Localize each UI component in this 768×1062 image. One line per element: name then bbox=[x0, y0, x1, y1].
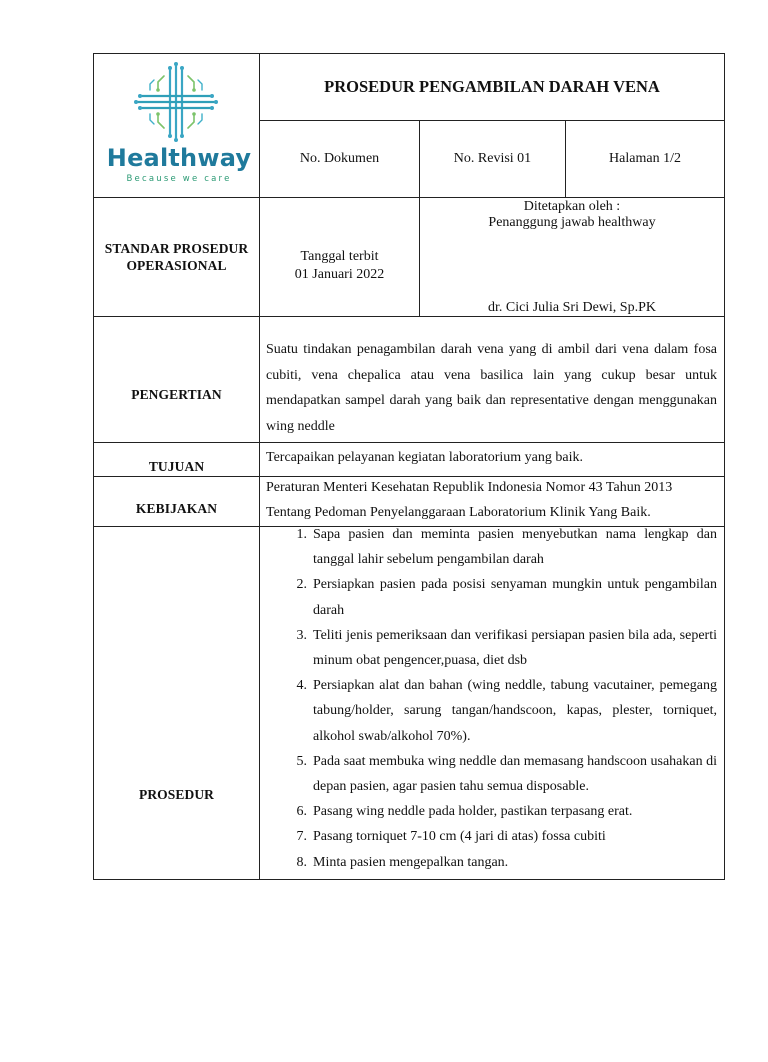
procedure-step bbox=[283, 572, 717, 622]
step-number: 8. bbox=[296, 854, 307, 870]
procedure-step bbox=[283, 850, 717, 875]
pengertian-text: Suatu tindakan penagambilan darah vena yang di ambil dari vena dalam fosa cubiti, vena chepalica atau vena basilica lain yang cukup besar untuk mendapatkan sampel darah yang baik dan representative dengan menggunakan wing neddle bbox=[266, 342, 717, 434]
tanggal-value: 01 Januari 2022 bbox=[294, 267, 385, 282]
kebijakan-line1: Peraturan Menteri Kesehatan Republik Indonesia Nomor 43 Tahun 2013 bbox=[266, 480, 673, 495]
steps-list bbox=[283, 522, 717, 875]
step-number: 3. bbox=[296, 627, 307, 643]
step-number: 4. bbox=[296, 678, 307, 694]
no-dokumen: No. Dokumen bbox=[299, 151, 380, 166]
logo-brand: Healthway bbox=[106, 144, 252, 172]
step-text: Sapa pasien dan meminta pasien menyebutkan nama lengkap dan tanggal lahir sebelum pengambilan darah bbox=[313, 527, 717, 568]
kebijakan-line2: Tentang Pedoman Penyelanggaraan Laboratorium Klinik Yang Baik. bbox=[266, 505, 651, 520]
tujuan-text: Tercapaikan pelayanan kegiatan laboratorium yang baik. bbox=[266, 450, 583, 465]
document-title: PROSEDUR PENGAMBILAN DARAH VENA bbox=[324, 77, 660, 96]
ditetapkan-block bbox=[420, 198, 724, 316]
procedure-step bbox=[283, 673, 717, 749]
cross-logo-icon bbox=[94, 62, 259, 144]
tujuan-label: TUJUAN bbox=[148, 459, 205, 474]
step-text: Pasang wing neddle pada holder, pastikan terpasang erat. bbox=[313, 804, 633, 820]
step-text: Teliti jenis pemeriksaan dan verifikasi persiapan pasien bila ada, seperti minum obat pengencer,puasa, diet dsb bbox=[313, 627, 717, 669]
logo bbox=[94, 54, 259, 197]
sop-label-line1: STANDAR PROSEDUR bbox=[104, 241, 249, 256]
halaman: Halaman 1/2 bbox=[609, 151, 681, 166]
step-number: 6. bbox=[296, 804, 307, 820]
step-text: Pada saat membuka wing neddle dan memasang handscoon usahakan di depan pasien, agar pasien tahu semua disposable. bbox=[313, 753, 717, 795]
step-text: Persiapkan alat dan bahan (wing neddle, tabung vacutainer, pemegang tabung/holder, sarung tangan/handscoon, kapas, plester, torniquet, alkohol swab/alkohol 70%). bbox=[313, 678, 717, 744]
procedure-step bbox=[283, 522, 717, 572]
logo-tagline: Because we care bbox=[126, 174, 232, 184]
prosedur-label: PROSEDUR bbox=[138, 786, 215, 802]
prosedur-steps bbox=[283, 522, 717, 875]
sop-label bbox=[94, 198, 259, 316]
pengertian-label: PENGERTIAN bbox=[131, 387, 222, 402]
step-number: 2. bbox=[296, 577, 307, 593]
tanggal-terbit bbox=[260, 198, 419, 334]
step-number: 7. bbox=[296, 829, 307, 845]
procedure-step bbox=[283, 623, 717, 673]
ditetapkan-line1: Ditetapkan oleh : bbox=[523, 199, 621, 214]
kebijakan-text bbox=[266, 475, 717, 525]
step-text: Minta pasien mengepalkan tangan. bbox=[313, 854, 509, 870]
step-text: Pasang torniquet 7-10 cm (4 jari di atas) fossa cubiti bbox=[313, 829, 606, 845]
ditetapkan-line2: Penanggung jawab healthway bbox=[488, 215, 656, 230]
signatory-name: dr. Cici Julia Sri Dewi, Sp.PK bbox=[487, 300, 656, 315]
procedure-step bbox=[283, 749, 717, 799]
step-number: 1. bbox=[296, 527, 307, 542]
tanggal-label: Tanggal terbit bbox=[300, 249, 379, 264]
step-number: 5. bbox=[296, 753, 307, 769]
no-revisi: No. Revisi 01 bbox=[453, 151, 532, 166]
sop-label-line2: OPERASIONAL bbox=[126, 258, 227, 273]
procedure-step bbox=[283, 824, 717, 849]
kebijakan-label: KEBIJAKAN bbox=[135, 501, 218, 516]
step-text: Persiapkan pasien pada posisi senyaman mungkin untuk pengambilan darah bbox=[313, 577, 717, 618]
rule bbox=[724, 53, 725, 879]
procedure-step bbox=[283, 799, 717, 824]
